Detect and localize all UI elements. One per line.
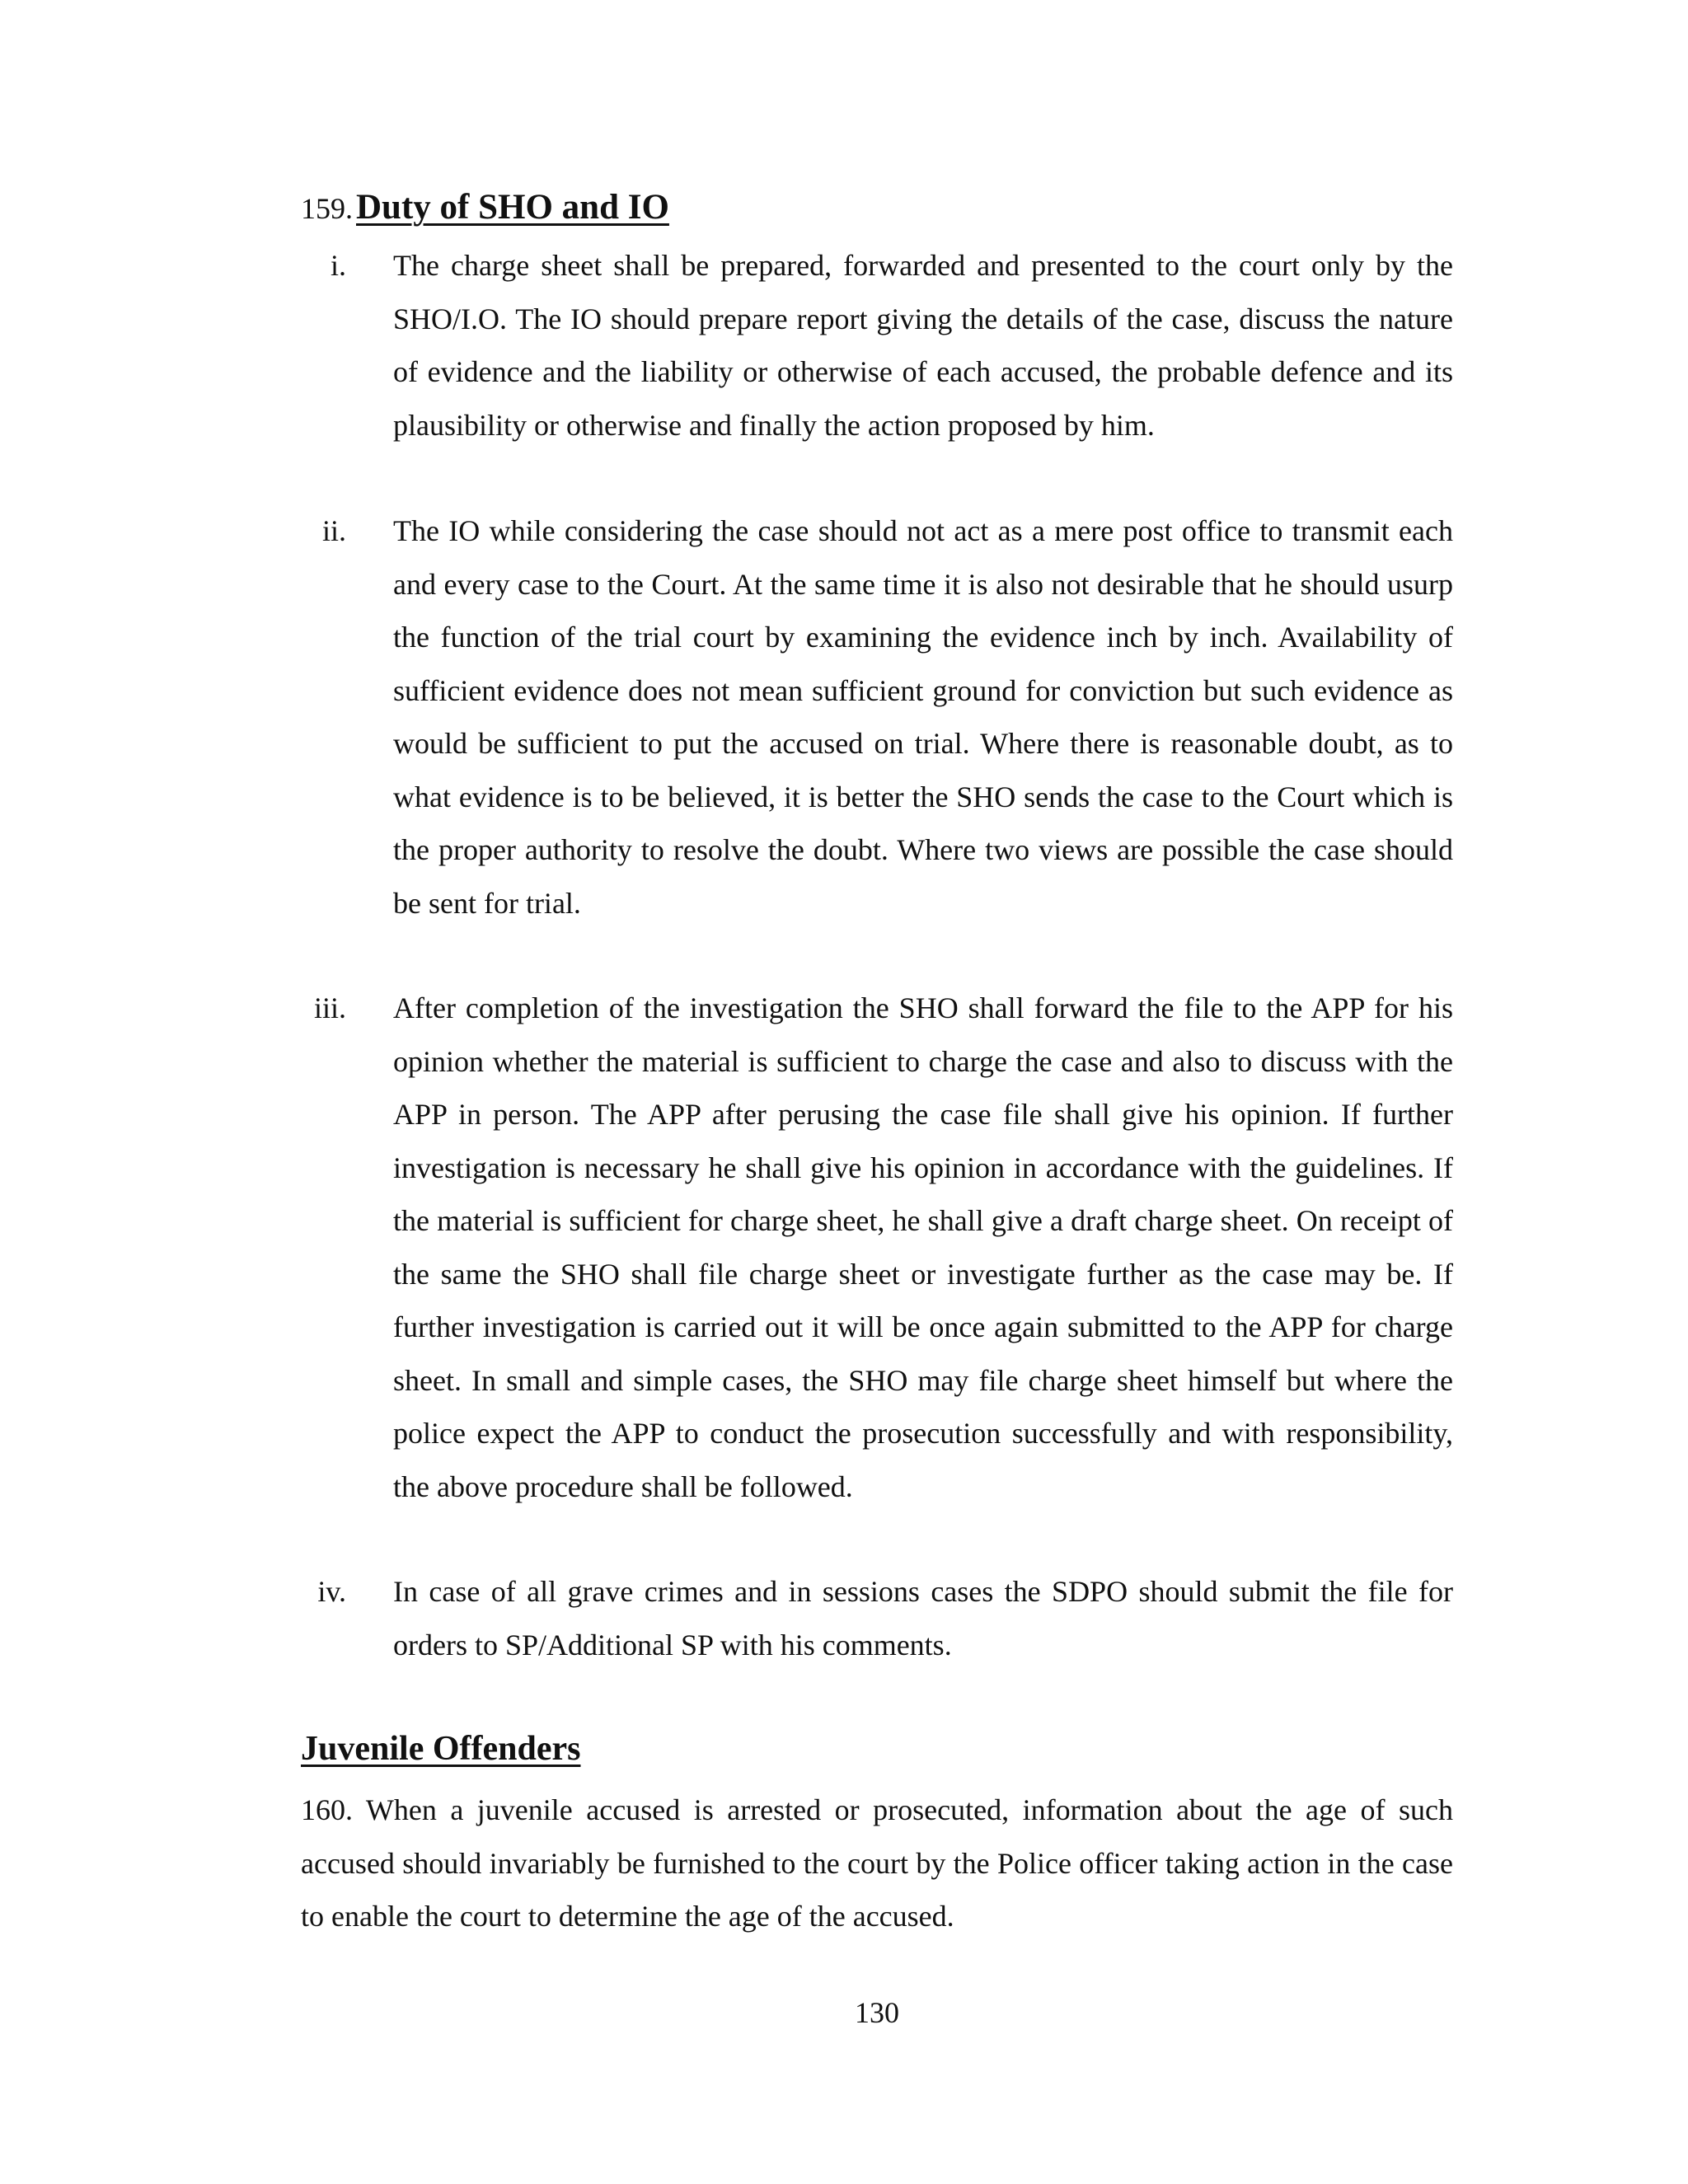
list-item-numeral: iii. (313, 991, 346, 1024)
juvenile-offenders-heading: Juvenile Offenders (301, 1730, 581, 1768)
list-item-numeral: i. (330, 249, 346, 282)
list-item-text: The IO while considering the case should not act as a mere post office to transmit each and every case to the Court. At the same time it is also not desirable that he should usurp the function of the trial court by examining the evidence inch by inch. Availability of sufficient evidence does not mean sufficient ground for conviction but such evidence as would be sufficient to put the accused on trial. Where there is reasonable doubt, as to what evidence is to be believed, it is better the SHO sends the case to the Court which is the proper authority to resolve the doubt. Where two views are possible the case should be sent for trial. (393, 514, 1453, 920)
paragraph-160: 160. When a juvenile accused is arrested or prosecuted, information about the age of such accused should invariably be furnished to the court by the Police officer taking action in the case to enable the court to determine the age of the accused. (301, 1793, 1453, 1933)
list-item-text: After completion of the investigation the SHO shall forward the file to the APP for his opinion whether the material is sufficient to charge the case and also to discuss with the APP in person. The APP after perusing the case file shall give his opinion. If further investigation is necessary he shall give his opinion in accordance with the guidelines. If the material is sufficient for charge sheet, he shall give a draft charge sheet. On receipt of the same the SHO shall file charge sheet or investigate further as the case may be. If further investigation is carried out it will be once again submitted to the APP for charge sheet. In small and simple cases, the SHO may file charge sheet himself but where the police expect the APP to conduct the prosecution successfully and with responsibility, the above procedure shall be followed. (393, 991, 1453, 1503)
section-heading (301, 183, 669, 233)
list-item-text: The charge sheet shall be prepared, forwarded and presented to the court only by the SHO/I.O. The IO should prepare report giving the details of the case, discuss the nature of evidence and the liability or otherwise of each accused, the probable defence and its plausibility or otherwise and finally the action proposed by him. (393, 249, 1453, 442)
section-number: 159. (301, 192, 353, 225)
page-number: 130 (855, 1996, 899, 2029)
list-item-text: In case of all grave crimes and in sessions cases the SDPO should submit the file for orders to SP/Additional SP with his comments. (393, 1575, 1453, 1661)
section-title: Duty of SHO and IO (356, 188, 669, 227)
list-item-numeral: iv. (317, 1575, 346, 1608)
list-item-numeral: ii. (321, 514, 346, 547)
